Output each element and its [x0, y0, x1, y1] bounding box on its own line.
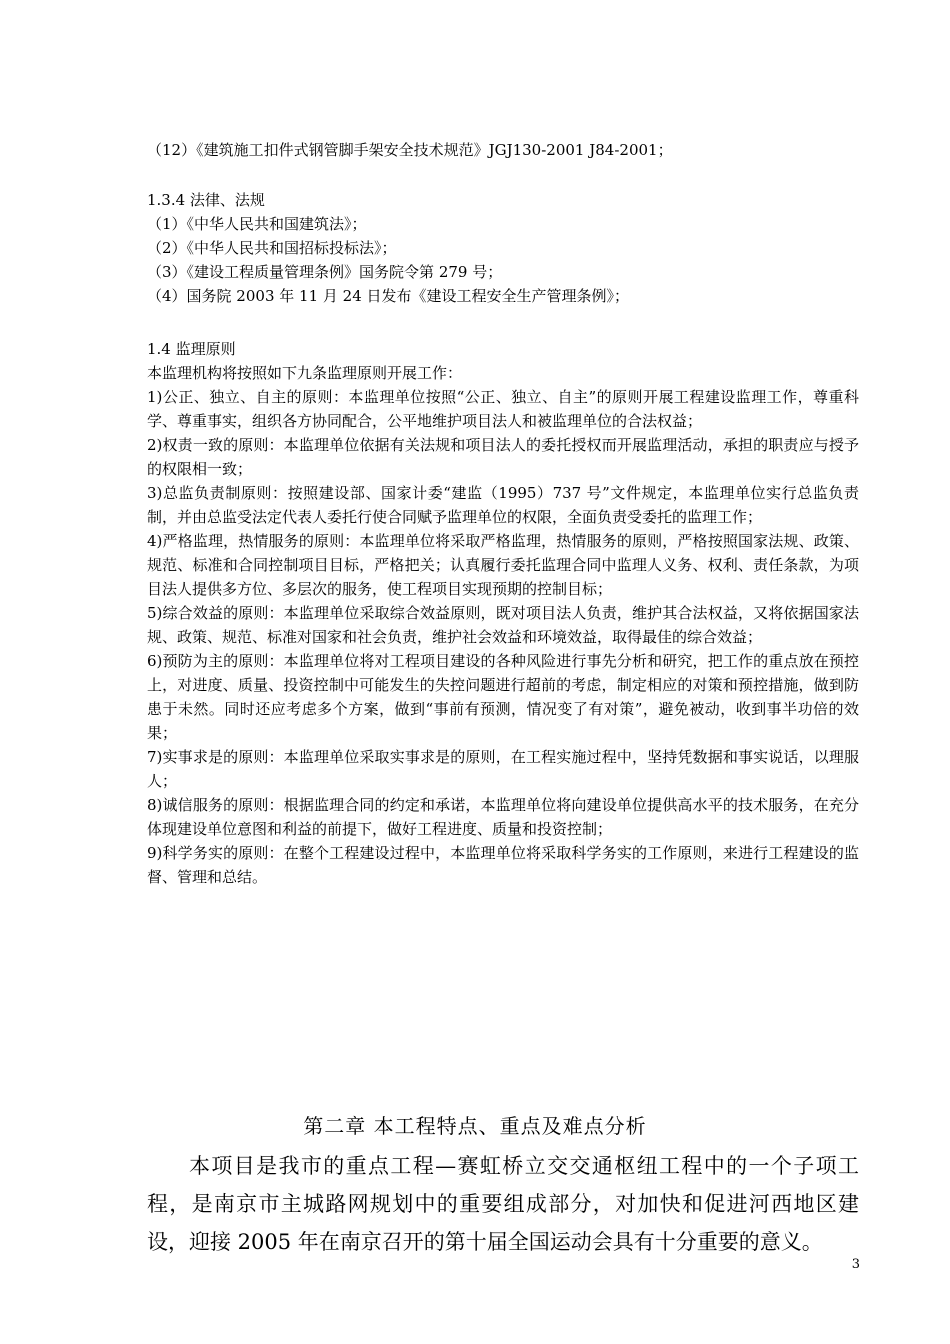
chapter-title: 第二章 本工程特点、重点及难点分析: [303, 1114, 647, 1138]
principle-item: 3)总监负责制原则：按照建设部、国家计委“建监（1995）737 号”文件规定，本监理单位实行总监负责制，并由总监受法定代表人委托行使合同赋予监理单位的权限，全面负责受委托的监理工作；: [147, 484, 859, 526]
principle-item: 5)综合效益的原则：本监理单位采取综合效益原则，既对项目法人负责，维护其合法权益，又将依据国家法规、政策、规范、标准对国家和社会负责，维护社会效益和环境效益，取得最佳的综合效益；: [147, 604, 859, 646]
principle-item: 6)预防为主的原则：本监理单位将对工程项目建设的各种风险进行事先分析和研究，把工作的重点放在预控上，对进度、质量、投资控制中可能发生的失控问题进行超前的考虑，制定相应的对策和预控措施，做到防患于未然。同时还应考虑多个方案，做到“事前有预测，情况变了有对策”，避免被动，收到事半功倍的效果；: [147, 652, 859, 742]
laws-section: [147, 188, 859, 308]
chapter-body: [147, 1147, 859, 1261]
standards-section: [147, 138, 859, 162]
principles-section: [147, 337, 859, 889]
chapter-paragraph: 本项目是我市的重点工程—赛虹桥立交交通枢纽工程中的一个子项工程，是南京市主城路网规划中的重要组成部分，对加快和促进河西地区建设，迎接 2005 年在南京召开的第十届全国运动会具有十分重要的意义。: [147, 1154, 859, 1254]
law-item: （1）《中华人民共和国建筑法》；: [147, 215, 367, 233]
principle-item: 2)权责一致的原则：本监理单位依据有关法规和项目法人的委托授权而开展监理活动，承担的职责应与授予的权限相一致；: [147, 436, 859, 478]
laws-heading: 1.3.4 法律、法规: [147, 191, 265, 209]
principle-item: 1)公正、独立、自主的原则：本监理单位按照“公正、独立、自主”的原则开展工程建设监理工作，尊重科学、尊重事实，组织各方协同配合，公平地维护项目法人和被监理单位的合法权益；: [147, 388, 859, 430]
principle-item: 8)诚信服务的原则：根据监理合同的约定和承诺，本监理单位将向建设单位提供高水平的技术服务，在充分体现建设单位意图和利益的前提下，做好工程进度、质量和投资控制；: [147, 796, 859, 838]
law-item: （3）《建设工程质量管理条例》国务院令第 279 号；: [147, 263, 503, 281]
principle-item: 7)实事求是的原则：本监理单位采取实事求是的原则，在工程实施过程中，坚持凭数据和事实说话，以理服人；: [147, 748, 859, 790]
principle-item: 9)科学务实的原则：在整个工程建设过程中，本监理单位将采取科学务实的工作原则，来进行工程建设的监督、管理和总结。: [147, 844, 859, 886]
law-item: （2）《中华人民共和国招标投标法》；: [147, 239, 397, 257]
page-number: 3: [851, 1257, 860, 1272]
principles-heading: 1.4 监理原则: [147, 340, 236, 358]
standard-item-12: （12）《建筑施工扣件式钢管脚手架安全技术规范》JGJ130-2001 J84-2001；: [147, 141, 673, 159]
principle-item: 4)严格监理，热情服务的原则：本监理单位将采取严格监理，热情服务的原则，严格按照国家法规、政策、规范、标准和合同控制项目目标，严格把关；认真履行委托监理合同中监理人义务、权利、责任条款，为项目法人提供多方位、多层次的服务，使工程项目实现预期的控制目标；: [147, 532, 859, 598]
principles-intro: 本监理机构将按照如下九条监理原则开展工作：: [147, 364, 463, 382]
law-item: （4）国务院 2003 年 11 月 24 日发布《建设工程安全生产管理条例》；: [147, 287, 630, 305]
